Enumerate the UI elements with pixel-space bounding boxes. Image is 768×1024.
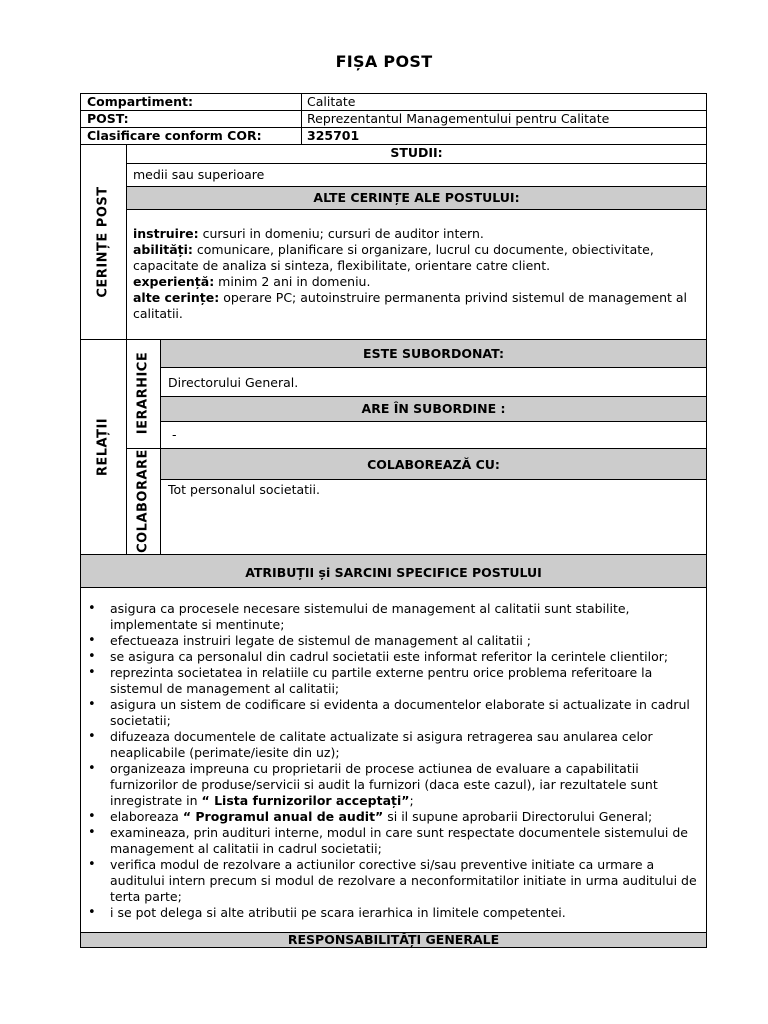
cor-label: Clasificare conform COR: [87, 128, 262, 143]
abilitati-line: abilități: comunicare, planificare si organizare, lucrul cu documente, obiectivitate, [133, 242, 654, 257]
atributii-list [80, 601, 706, 921]
list-item: • asigura un sistem de codificare si evidenta a documentelor elaborate si actualizate in cadrul societatii; [80, 697, 706, 729]
studii-header: STUDII: [390, 145, 443, 160]
abilitati-line-2: capacitate de analiza si sinteza, flexibilitate, orientare catre client. [133, 258, 551, 273]
colaborare-label: COLABORARE [135, 449, 151, 553]
list-item: • asigura ca procesele necesare sistemului de management al calitatii sunt stabilite, implementate si mentinute; [80, 601, 706, 633]
compartiment-value: Calitate [307, 94, 356, 109]
list-item: • efectueaza instruiri legate de sistemul de management al calitatii ; [80, 633, 706, 649]
document-title: FIȘA POST [335, 52, 433, 71]
subordonat-header: ESTE SUBORDONAT: [363, 346, 504, 361]
ierarhice-label: IERARHICE [135, 351, 151, 435]
list-item: • verifica modul de rezolvare a actiunilor corective si/sau preventive initiate ca urmare a auditului intern precum si modul de rezolvare a neconformitatilor initiate in urma auditului de terta parte; [80, 857, 706, 905]
list-item: • organizeaza impreuna cu proprietarii de procese actiunea de evaluare a capabilitatii furnizorilor de produse/servicii si audit la furnizori (daca este cazul), iar rezultatele sunt inregistrate in “ Lista furnizorilor acceptați”; [80, 761, 706, 809]
subordine-value: - [172, 427, 177, 442]
relatii-section [80, 339, 707, 555]
colaboreaza-header: COLABOREAZĂ CU: [367, 457, 500, 472]
list-item: • reprezinta societatea in relatiile cu partile externe pentru orice problema referitoare la sistemul de management al calitatii; [80, 665, 706, 697]
list-item: • examineaza, prin audituri interne, modul in care sunt respectate documentele sistemului de management al calitatii in cadrul societatii; [80, 825, 706, 857]
compartiment-label: Compartiment: [87, 94, 193, 109]
experienta-line: experiență: minim 2 ani in domeniu. [133, 274, 371, 289]
subordonat-value: Directorului General. [168, 375, 299, 390]
list-item: • difuzeaza documentele de calitate actualizate si asigura retragerea sau anularea celor neaplicabile (perimate/iesite din uz); [80, 729, 706, 761]
subordine-header: ARE ÎN SUBORDINE : [361, 401, 506, 416]
responsabilitati-header: RESPONSABILITĂȚI GENERALE [287, 932, 500, 947]
alte-cerinte-header: ALTE CERINȚE ALE POSTULUI: [313, 190, 520, 205]
list-item: • i se pot delega si alte atributii pe scara ierarhica in limitele competentei. [80, 905, 706, 921]
relatii-side-label: RELAȚII [95, 417, 111, 477]
alte-cerinte-line-2: calitatii. [133, 306, 183, 321]
studii-value: medii sau superioare [133, 167, 265, 182]
colaboreaza-value: Tot personalul societatii. [168, 482, 320, 497]
cerinte-side-label: CERINȚE POST [95, 186, 111, 298]
instruire-line: instruire: cursuri in domeniu; cursuri de auditor intern. [133, 226, 484, 241]
cor-value: 325701 [307, 128, 360, 143]
atributii-header: ATRIBUȚII și SARCINI SPECIFICE POSTULUI [245, 565, 542, 580]
list-item: • se asigura ca personalul din cadrul societatii este informat referitor la cerintele clientilor; [80, 649, 706, 665]
alte-cerinte-line: alte cerințe: operare PC; autoinstruire permanenta privind sistemul de management al [133, 290, 688, 305]
list-item: • elaboreaza “ Programul anual de audit” si il supune aprobarii Directorului General; [80, 809, 706, 825]
post-label: POST: [87, 111, 129, 126]
post-value: Reprezentantul Managementului pentru Calitate [307, 111, 610, 126]
